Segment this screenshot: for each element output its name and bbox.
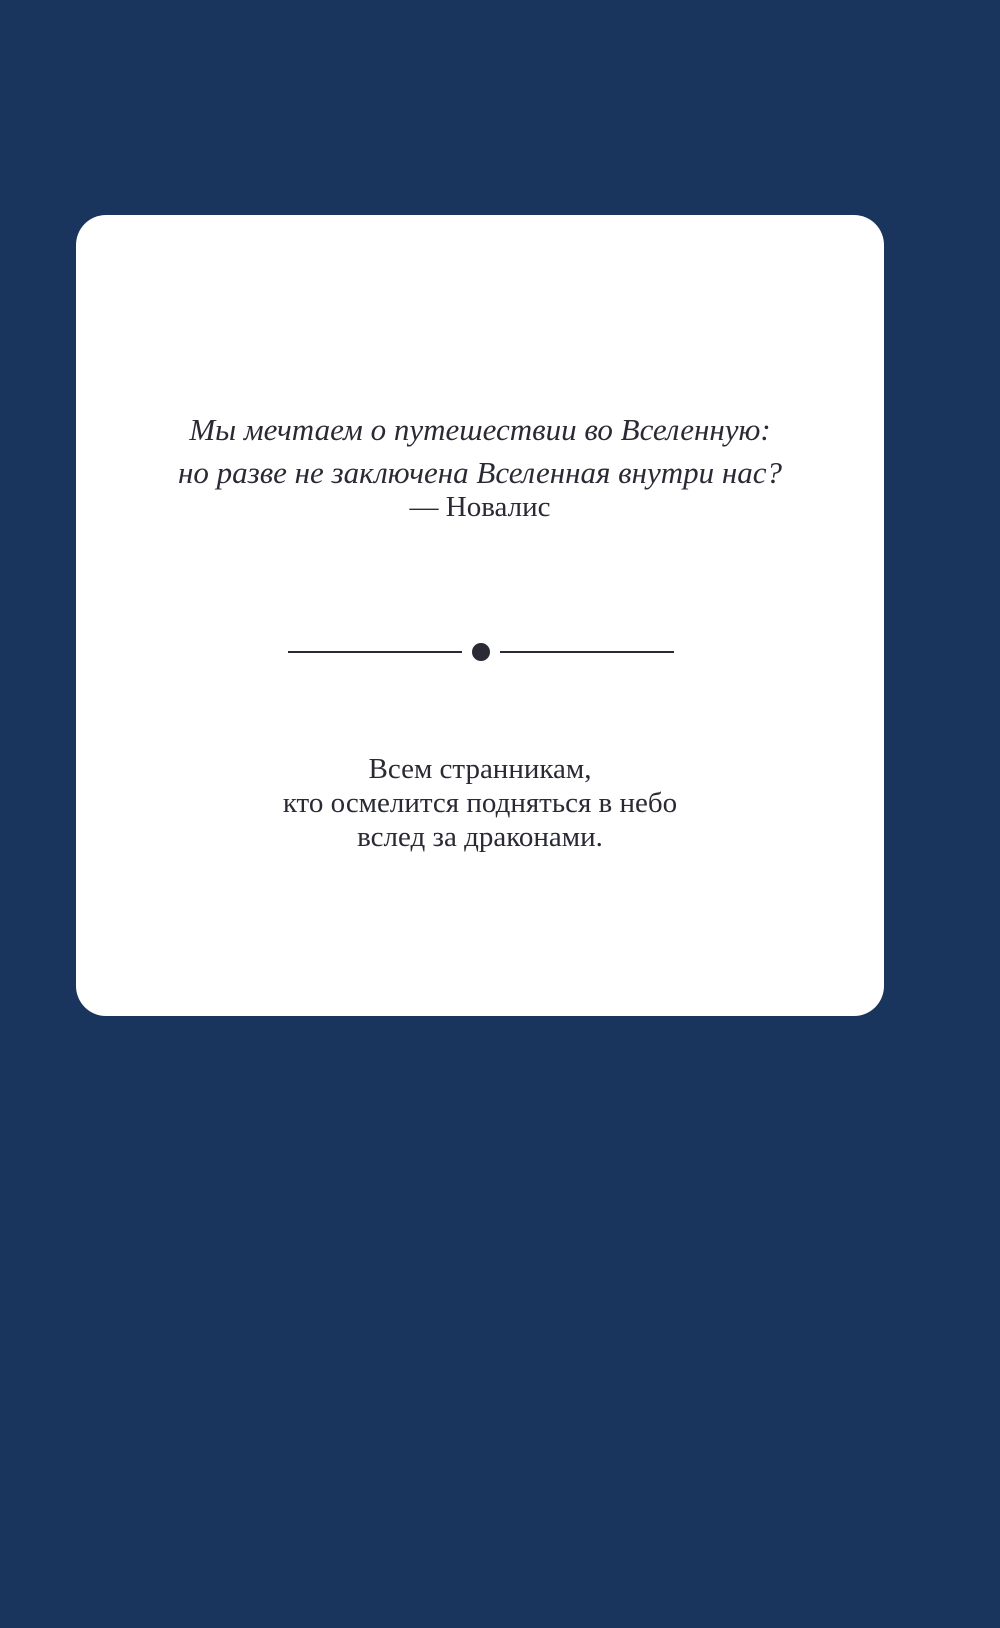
- epigraph: [76, 408, 884, 524]
- ornamental-divider: [288, 642, 674, 662]
- divider-line-left: [288, 651, 462, 653]
- divider-dot-icon: [472, 643, 490, 661]
- dedication-card: [76, 215, 884, 1016]
- dedication-line-3: вслед за драконами.: [357, 821, 603, 853]
- epigraph-author: — Новалис: [409, 491, 551, 523]
- dedication-line-2: кто осмелится подняться в небо: [282, 787, 678, 819]
- dedication-line-1: Всем странникам,: [368, 753, 592, 785]
- dedication: [76, 752, 884, 854]
- divider-line-right: [500, 651, 674, 653]
- epigraph-line-2: но разве не заключена Вселенная внутри нас?: [177, 455, 783, 490]
- epigraph-line-1: Мы мечтаем о путешествии во Вселенную:: [189, 412, 771, 447]
